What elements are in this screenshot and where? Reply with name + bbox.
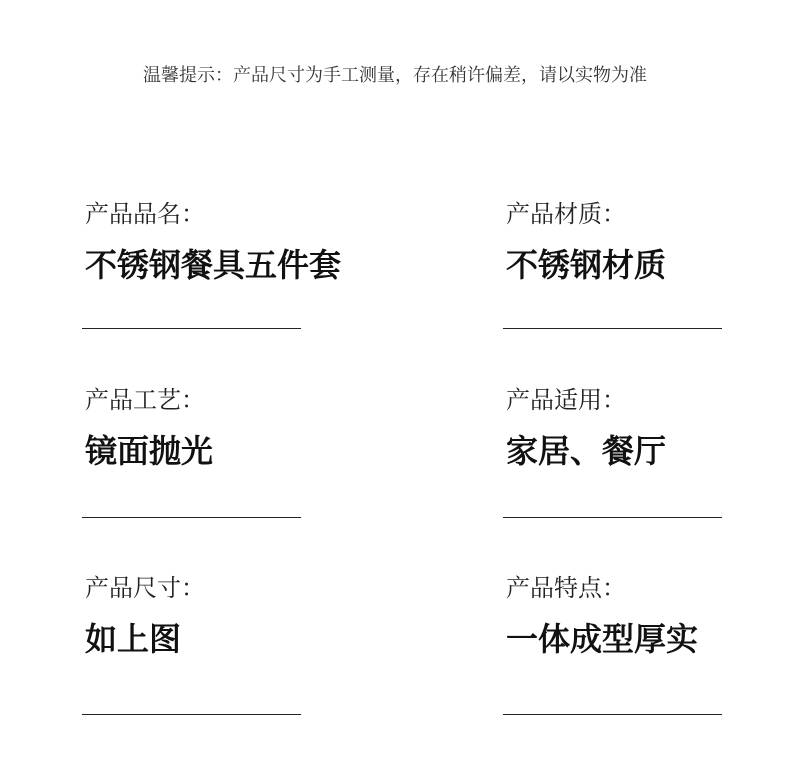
divider-line xyxy=(503,328,722,329)
spec-value: 家居、餐厅 xyxy=(506,432,667,470)
spec-material xyxy=(506,199,746,285)
spec-label: 产品适用： xyxy=(506,386,626,414)
spec-name xyxy=(85,199,342,285)
spec-label: 产品尺寸： xyxy=(85,574,205,602)
notice-text: 温馨提示：产品尺寸为手工测量，存在稍许偏差，请以实物为准 xyxy=(143,65,647,86)
spec-usage xyxy=(506,385,746,471)
spec-feature xyxy=(506,573,746,659)
divider-line xyxy=(82,328,301,329)
divider-line xyxy=(503,714,722,715)
spec-value: 一体成型厚实 xyxy=(506,620,699,658)
spec-value: 如上图 xyxy=(85,620,182,658)
spec-value: 不锈钢材质 xyxy=(506,246,667,284)
spec-label: 产品材质： xyxy=(506,200,626,228)
divider-line xyxy=(82,714,301,715)
spec-craft xyxy=(85,385,325,471)
spec-value: 镜面抛光 xyxy=(85,432,214,470)
spec-value: 不锈钢餐具五件套 xyxy=(85,246,342,284)
spec-label: 产品工艺： xyxy=(85,386,205,414)
divider-line xyxy=(503,517,722,518)
spec-label: 产品品名： xyxy=(85,200,205,228)
spec-label: 产品特点： xyxy=(506,574,626,602)
spec-size xyxy=(85,573,325,659)
divider-line xyxy=(82,517,301,518)
